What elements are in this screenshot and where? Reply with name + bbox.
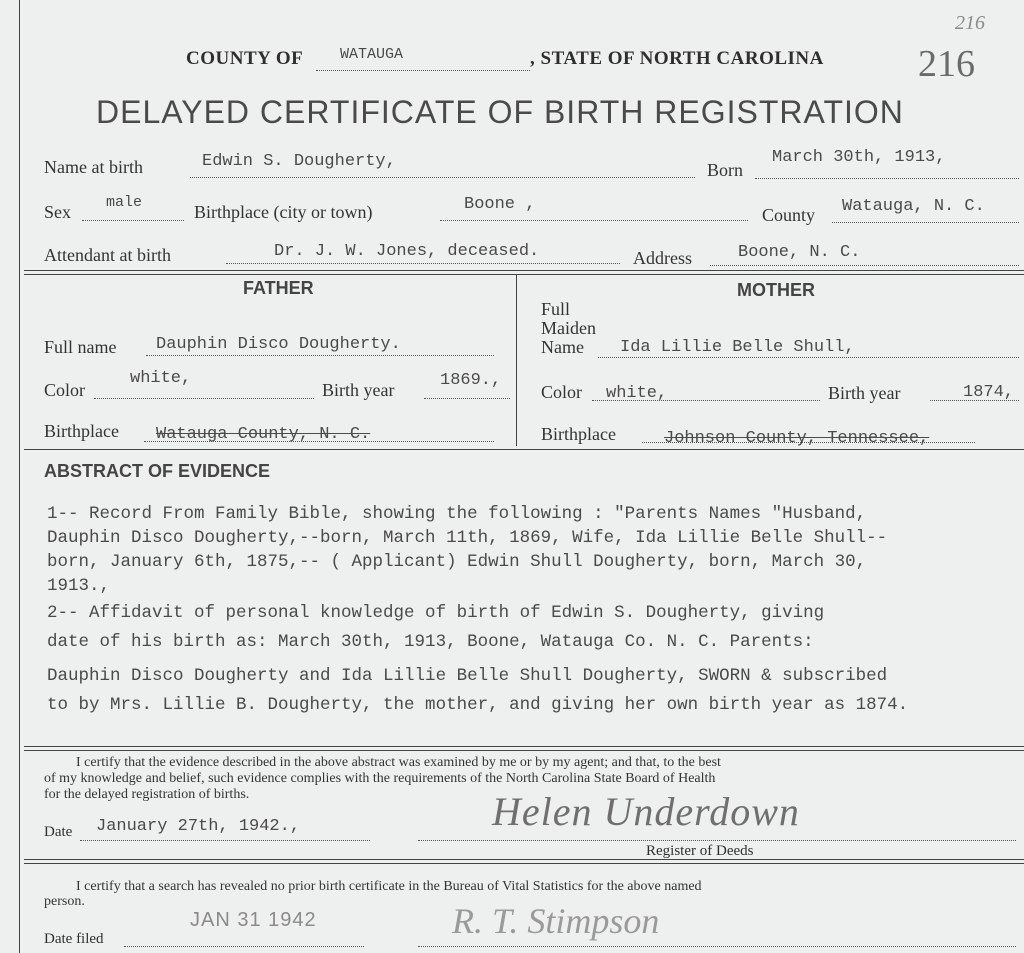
father-fullname-line — [146, 355, 494, 356]
attendant-line — [226, 263, 620, 264]
mother-maiden-label-3: Name — [541, 337, 584, 357]
mother-birthplace-label: Birthplace — [541, 424, 616, 444]
mother-birthyear-value: 1874, — [963, 383, 1015, 402]
county-label: COUNTY OF — [186, 48, 304, 69]
certification-text-3: for the delayed registration of births. — [44, 787, 250, 802]
birthplace-value: Boone , — [464, 195, 536, 214]
evidence-heading: ABSTRACT OF EVIDENCE — [44, 461, 271, 481]
certification-date-label: Date — [44, 824, 73, 840]
evidence-line-2: Dauphin Disco Dougherty,--born, March 11th, 1869, Wife, Ida Lillie Belle Shull-- — [47, 528, 888, 548]
date-filed-label: Date filed — [44, 931, 104, 947]
mother-maiden-value: Ida Lillie Belle Shull, — [620, 338, 855, 357]
left-margin-line — [19, 0, 20, 953]
evidence-top-rule — [24, 449, 1024, 450]
evidence-line-5: 2-- Affidavit of personal knowledge of birth of Edwin S. Dougherty, giving — [47, 603, 825, 623]
county-line — [316, 70, 530, 71]
mother-maiden-label-2: Maiden — [541, 318, 596, 338]
sex-value: male — [106, 194, 143, 211]
attendant-label: Attendant at birth — [44, 245, 171, 265]
date-filed-stamp: JAN 31 1942 — [190, 909, 317, 931]
evidence-line-7: Dauphin Disco Dougherty and Ida Lillie Belle Shull Dougherty, SWORN & subscribed — [47, 666, 888, 686]
name-at-birth-label: Name at birth — [44, 157, 143, 177]
registrar-signature: R. T. Stimpson — [452, 901, 660, 941]
evidence-line-6: date of his birth as: March 30th, 1913, Boone, Watauga Co. N. C. Parents: — [47, 632, 814, 652]
father-color-line — [94, 398, 314, 399]
father-heading: FATHER — [243, 278, 314, 298]
stamped-number: 216 — [918, 43, 975, 85]
mother-color-label: Color — [541, 382, 583, 402]
search-text-2: person. — [44, 894, 85, 909]
register-title: Register of Deeds — [646, 843, 754, 859]
mother-maiden-label-1: Full — [541, 299, 571, 319]
certification-top-rule — [24, 746, 1024, 751]
evidence-line-1: 1-- Record From Family Bible, showing the following : "Parents Names "Husband, — [47, 504, 867, 524]
born-value: March 30th, 1913, — [772, 148, 946, 167]
mother-birthplace-value: Johnson County, Tennessee, — [664, 429, 930, 448]
father-birthyear-value: 1869., — [440, 371, 502, 390]
address-line — [710, 265, 1019, 266]
county-value: WATAUGA — [340, 46, 404, 63]
certification-text-1: I certify that the evidence described in the above abstract was examined by me or by my agent; and that, to the best — [76, 755, 721, 770]
parents-divider — [516, 274, 517, 446]
evidence-line-4: 1913., — [47, 576, 111, 596]
parents-top-rule — [24, 270, 1024, 275]
mother-maiden-line — [598, 357, 1019, 358]
father-birthyear-label: Birth year — [322, 380, 395, 400]
pencil-number: 216 — [955, 12, 985, 34]
birthplace-label: Birthplace (city or town) — [194, 202, 373, 222]
mother-color-value: white, — [606, 384, 668, 403]
father-color-label: Color — [44, 380, 86, 400]
sex-label: Sex — [44, 202, 71, 222]
father-birthyear-line — [424, 398, 510, 399]
county-field-value: Watauga, N. C. — [842, 197, 985, 216]
father-fullname-value: Dauphin Disco Dougherty. — [156, 335, 401, 354]
evidence-line-3: born, January 6th, 1875,-- ( Applicant) Edwin Shull Dougherty, born, March 30, — [47, 552, 867, 572]
name-at-birth-value: Edwin S. Dougherty, — [202, 152, 396, 171]
certification-date-line — [80, 840, 370, 841]
register-signature: Helen Underdown — [492, 789, 800, 834]
certification-date-value: January 27th, 1942., — [96, 817, 301, 836]
search-text-1: I certify that a search has revealed no prior birth certificate in the Bureau of Vital Statistics for the above named — [76, 879, 702, 894]
name-at-birth-line — [190, 177, 695, 178]
address-value: Boone, N. C. — [738, 243, 861, 262]
address-label: Address — [633, 248, 692, 268]
county-field-label: County — [762, 205, 816, 225]
sex-line — [82, 220, 184, 221]
search-top-rule — [24, 859, 1024, 864]
state-label: , STATE OF NORTH CAROLINA — [530, 48, 824, 69]
mother-maiden-label — [541, 300, 596, 357]
document-title: DELAYED CERTIFICATE OF BIRTH REGISTRATION — [96, 94, 904, 130]
county-field-line — [832, 222, 1019, 223]
born-label: Born — [707, 160, 743, 180]
father-color-value: white, — [130, 369, 192, 388]
registrar-signature-line — [418, 946, 1016, 947]
date-filed-line — [124, 946, 364, 947]
father-birthplace-label: Birthplace — [44, 421, 119, 441]
mother-birthyear-label: Birth year — [828, 383, 901, 403]
register-signature-line — [418, 840, 1016, 841]
attendant-value: Dr. J. W. Jones, deceased. — [274, 242, 540, 261]
evidence-line-8: to by Mrs. Lillie B. Dougherty, the mother, and giving her own birth year as 1874. — [47, 695, 909, 715]
born-line — [755, 178, 1019, 179]
father-fullname-label: Full name — [44, 337, 117, 357]
certification-text-2: of my knowledge and belief, such evidence complies with the requirements of the North Carolina State Board of Health — [44, 771, 716, 786]
father-birthplace-value: Watauga County, N. C. — [156, 425, 371, 444]
birthplace-line — [440, 220, 748, 221]
mother-heading: MOTHER — [737, 280, 815, 300]
